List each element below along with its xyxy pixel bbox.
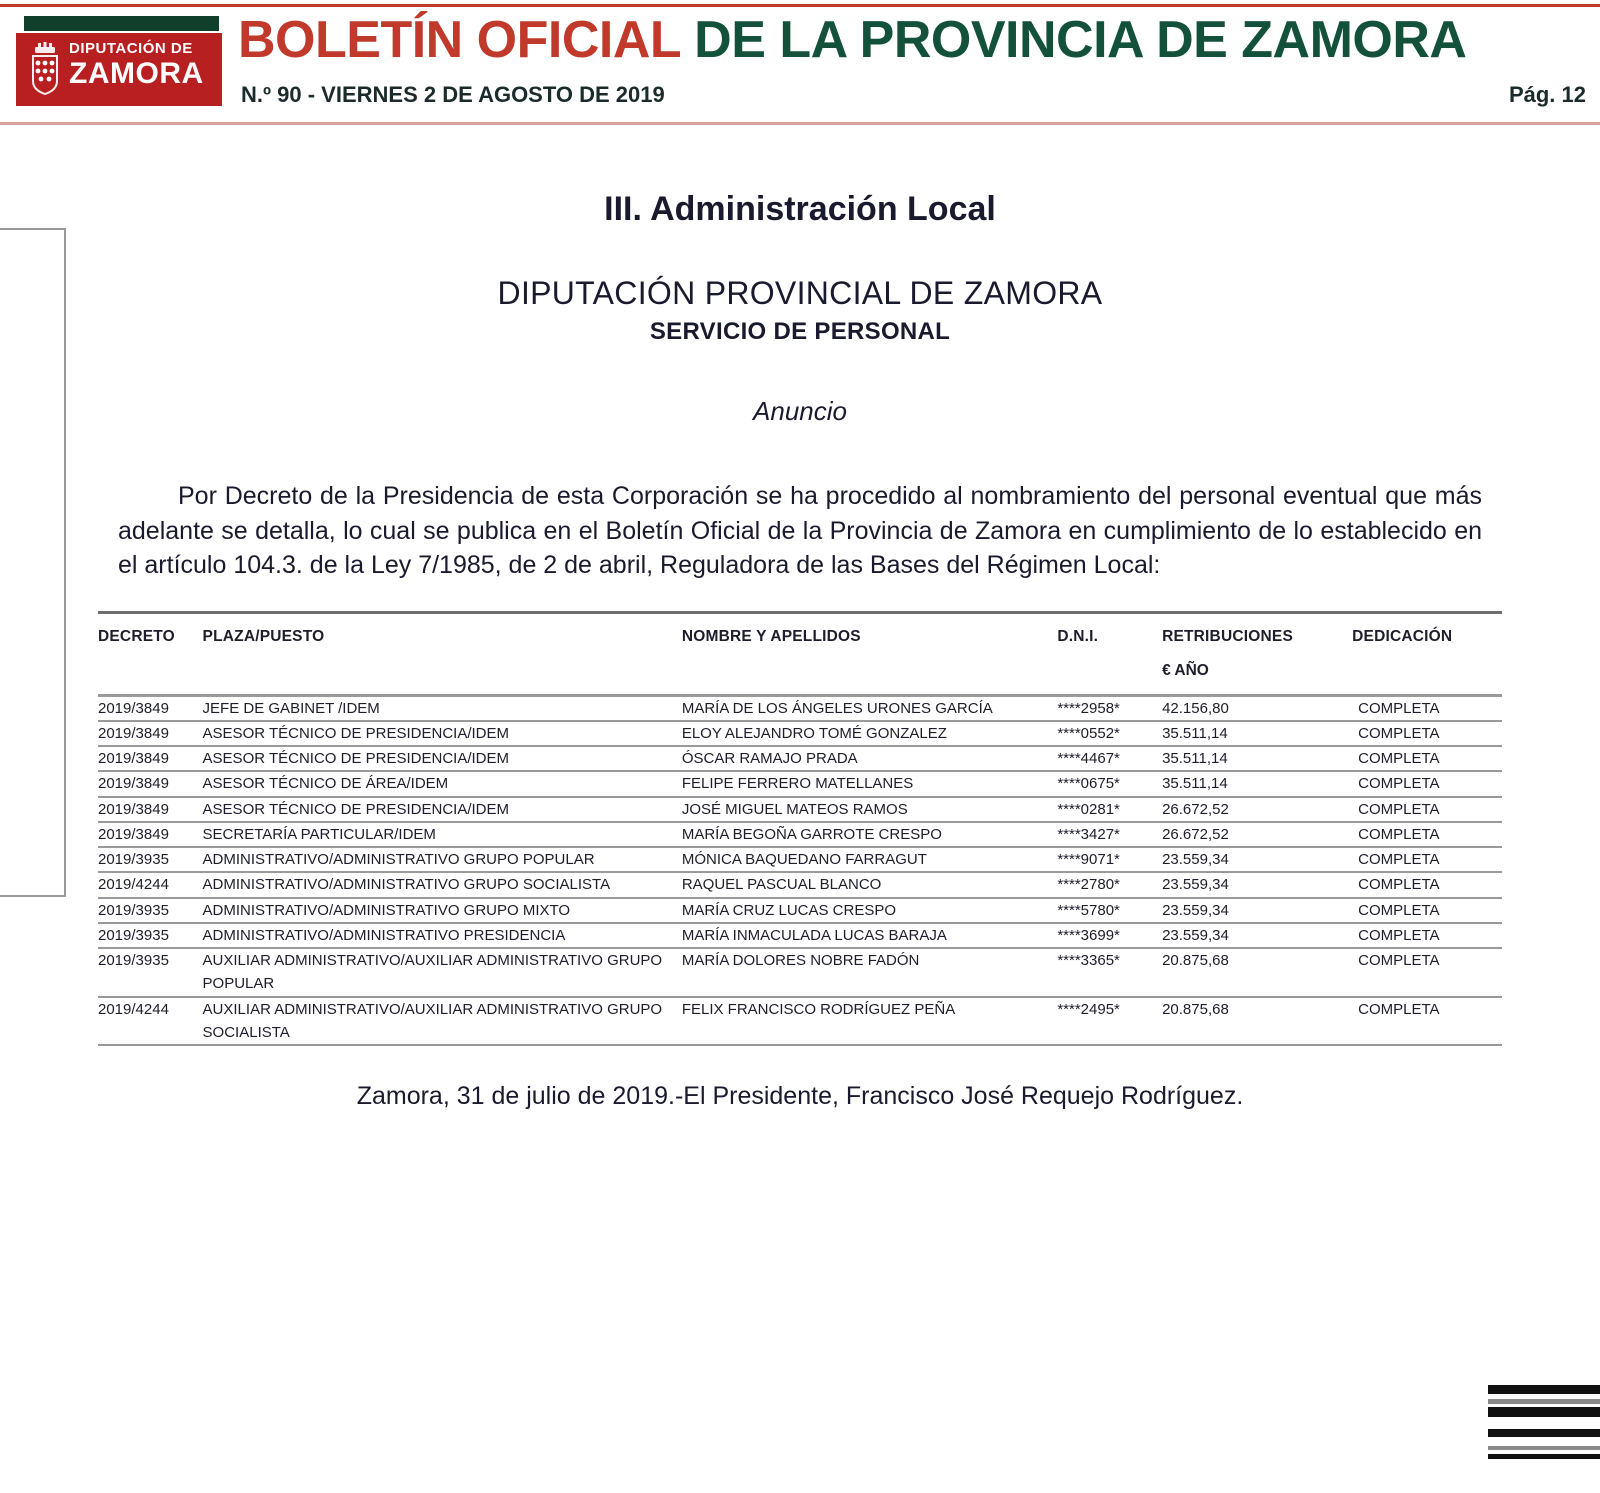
table-row — [98, 923, 1502, 948]
cell-nombre: RAQUEL PASCUAL BLANCO — [682, 872, 1058, 897]
table-row — [98, 797, 1502, 822]
cell-plaza: SECRETARÍA PARTICULAR/IDEM — [203, 822, 682, 847]
cell-decreto: 2019/3935 — [98, 847, 203, 872]
subheader-blank-dedicacion — [1334, 652, 1502, 696]
cell-decreto: 2019/3849 — [98, 746, 203, 771]
cell-dedicacion: COMPLETA — [1334, 746, 1502, 771]
logo-wordmark — [69, 41, 217, 89]
table-row — [98, 771, 1502, 796]
cell-decreto: 2019/4244 — [98, 872, 203, 897]
table-subheader-row — [98, 652, 1502, 696]
cell-retribuciones: 26.672,52 — [1162, 797, 1334, 822]
cell-decreto: 2019/3849 — [98, 771, 203, 796]
cell-dedicacion: COMPLETA — [1334, 822, 1502, 847]
cell-retribuciones: 35.511,14 — [1162, 771, 1334, 796]
column-header-plaza: PLAZA/PUESTO — [203, 612, 682, 652]
cell-nombre: MARÍA INMACULADA LUCAS BARAJA — [682, 923, 1058, 948]
subheader-blank-plaza — [203, 652, 682, 696]
column-header-dedicacion: DEDICACIÓN — [1334, 612, 1502, 652]
cell-nombre: FELIPE FERRERO MATELLANES — [682, 771, 1058, 796]
cell-plaza: AUXILIAR ADMINISTRATIVO/AUXILIAR ADMINISTRATIVO GRUPO SOCIALISTA — [203, 997, 682, 1046]
cell-dedicacion: COMPLETA — [1334, 695, 1502, 721]
cell-dedicacion: COMPLETA — [1334, 898, 1502, 923]
cell-nombre: ÓSCAR RAMAJO PRADA — [682, 746, 1058, 771]
cell-plaza: ASESOR TÉCNICO DE PRESIDENCIA/IDEM — [203, 721, 682, 746]
logo-red-box — [16, 33, 222, 106]
column-header-retribuciones: RETRIBUCIONES — [1162, 612, 1334, 652]
section-heading: III. Administración Local — [604, 190, 996, 228]
table-body — [98, 695, 1502, 1045]
appointments-table — [98, 611, 1502, 1047]
document-body — [0, 128, 1600, 1111]
cell-decreto: 2019/3849 — [98, 797, 203, 822]
bulletin-title — [238, 11, 1467, 69]
cell-retribuciones: 42.156,80 — [1162, 695, 1334, 721]
cell-dni: ****9071* — [1057, 847, 1162, 872]
appointments-table-wrapper — [98, 611, 1502, 1047]
page-number: Pág. 12 — [1508, 82, 1586, 107]
department-heading: SERVICIO DE PERSONAL — [649, 318, 951, 345]
cell-dedicacion: COMPLETA — [1334, 923, 1502, 948]
bulletin-title-green: DE LA PROVINCIA DE ZAMORA — [680, 11, 1467, 69]
cell-dni: ****3365* — [1057, 948, 1162, 997]
masthead-bottom-rule — [0, 122, 1600, 125]
cell-dedicacion: COMPLETA — [1334, 872, 1502, 897]
table-row — [98, 721, 1502, 746]
announcement-label: Anuncio — [753, 396, 847, 426]
cell-retribuciones: 35.511,14 — [1162, 721, 1334, 746]
cell-nombre: ELOY ALEJANDRO TOMÉ GONZALEZ — [682, 721, 1058, 746]
cell-decreto: 2019/3935 — [98, 948, 203, 997]
cell-retribuciones: 20.875,68 — [1162, 948, 1334, 997]
cell-dni: ****0675* — [1057, 771, 1162, 796]
cell-nombre: MARÍA DE LOS ÁNGELES URONES GARCÍA — [682, 695, 1058, 721]
cell-dedicacion: COMPLETA — [1334, 997, 1502, 1046]
cell-decreto: 2019/3849 — [98, 822, 203, 847]
cell-decreto: 2019/3849 — [98, 695, 203, 721]
cell-dedicacion: COMPLETA — [1334, 721, 1502, 746]
table-row — [98, 948, 1502, 997]
barcode-artifact — [1488, 1385, 1600, 1459]
table-row — [98, 997, 1502, 1046]
table-row — [98, 872, 1502, 897]
cell-dni: ****0552* — [1057, 721, 1162, 746]
logo-line-1: DIPUTACIÓN DE — [69, 40, 193, 57]
cell-nombre: MÓNICA BAQUEDANO FARRAGUT — [682, 847, 1058, 872]
cell-plaza: AUXILIAR ADMINISTRATIVO/AUXILIAR ADMINISTRATIVO GRUPO POPULAR — [203, 948, 682, 997]
cell-retribuciones: 35.511,14 — [1162, 746, 1334, 771]
cell-dedicacion: COMPLETA — [1334, 847, 1502, 872]
cell-nombre: JOSÉ MIGUEL MATEOS RAMOS — [682, 797, 1058, 822]
cell-dni: ****3699* — [1057, 923, 1162, 948]
column-header-nombre: NOMBRE Y APELLIDOS — [682, 612, 1058, 652]
masthead-top-rule — [0, 4, 1600, 7]
announcement-paragraph: Por Decreto de la Presidencia de esta Corporación se ha procedido al nombramiento del personal eventual que más adelante se detalla, lo cual se publica en el Boletín Oficial de la Provincia de Zamora en cumplimiento de lo establecido en el artículo 104.3. de la Ley 7/1985, de 2 de abril, Reguladora de las Bases del Régimen Local: — [118, 482, 1482, 579]
cell-dni: ****3427* — [1057, 822, 1162, 847]
cell-dni: ****4467* — [1057, 746, 1162, 771]
cell-decreto: 2019/3935 — [98, 898, 203, 923]
cell-plaza: ADMINISTRATIVO/ADMINISTRATIVO GRUPO SOCIALISTA — [203, 872, 682, 897]
cell-plaza: ADMINISTRATIVO/ADMINISTRATIVO GRUPO MIXTO — [203, 898, 682, 923]
table-header — [98, 612, 1502, 695]
cell-dni: ****2958* — [1057, 695, 1162, 721]
logo-line-2: ZAMORA — [69, 57, 204, 90]
cell-dni: ****2780* — [1057, 872, 1162, 897]
table-row — [98, 822, 1502, 847]
cell-dni: ****0281* — [1057, 797, 1162, 822]
table-row — [98, 746, 1502, 771]
cell-retribuciones: 23.559,34 — [1162, 872, 1334, 897]
cell-dedicacion: COMPLETA — [1334, 948, 1502, 997]
cell-retribuciones: 23.559,34 — [1162, 847, 1334, 872]
cell-plaza: ASESOR TÉCNICO DE ÁREA/IDEM — [203, 771, 682, 796]
cell-retribuciones: 26.672,52 — [1162, 822, 1334, 847]
cell-decreto: 2019/4244 — [98, 997, 203, 1046]
cell-decreto: 2019/3935 — [98, 923, 203, 948]
coat-of-arms-icon — [25, 42, 65, 96]
bulletin-title-red: BOLETÍN OFICIAL — [238, 11, 681, 69]
organization-heading: DIPUTACIÓN PROVINCIAL DE ZAMORA — [497, 275, 1103, 311]
subheader-blank-dni — [1057, 652, 1162, 696]
table-row — [98, 898, 1502, 923]
cell-retribuciones: 20.875,68 — [1162, 997, 1334, 1046]
cell-decreto: 2019/3849 — [98, 721, 203, 746]
cell-nombre: MARÍA BEGOÑA GARROTE CRESPO — [682, 822, 1058, 847]
cell-dedicacion: COMPLETA — [1334, 797, 1502, 822]
masthead — [0, 0, 1600, 128]
column-header-dni: D.N.I. — [1057, 612, 1162, 652]
cell-retribuciones: 23.559,34 — [1162, 923, 1334, 948]
cell-nombre: FELIX FRANCISCO RODRÍGUEZ PEÑA — [682, 997, 1058, 1046]
cell-plaza: ADMINISTRATIVO/ADMINISTRATIVO GRUPO POPULAR — [203, 847, 682, 872]
subheader-euro-year: € AÑO — [1162, 652, 1334, 696]
cell-plaza: ASESOR TÉCNICO DE PRESIDENCIA/IDEM — [203, 797, 682, 822]
table-row — [98, 695, 1502, 721]
cell-plaza: JEFE DE GABINET /IDEM — [203, 695, 682, 721]
issue-info: N.º 90 - VIERNES 2 DE AGOSTO DE 2019 — [241, 82, 665, 107]
signature-line: Zamora, 31 de julio de 2019.-El Presidente, Francisco José Requejo Rodríguez. — [356, 1082, 1244, 1110]
table-header-row — [98, 612, 1502, 652]
cell-nombre: MARÍA DOLORES NOBRE FADÓN — [682, 948, 1058, 997]
cell-dedicacion: COMPLETA — [1334, 771, 1502, 796]
table-row — [98, 847, 1502, 872]
column-header-decreto: DECRETO — [98, 612, 203, 652]
subheader-blank-nombre — [682, 652, 1058, 696]
cell-dni: ****5780* — [1057, 898, 1162, 923]
cell-retribuciones: 23.559,34 — [1162, 898, 1334, 923]
cell-plaza: ADMINISTRATIVO/ADMINISTRATIVO PRESIDENCIA — [203, 923, 682, 948]
logo-green-bar — [24, 16, 219, 31]
cell-plaza: ASESOR TÉCNICO DE PRESIDENCIA/IDEM — [203, 746, 682, 771]
cell-nombre: MARÍA CRUZ LUCAS CRESPO — [682, 898, 1058, 923]
diputacion-zamora-logo — [16, 16, 222, 106]
cell-dni: ****2495* — [1057, 997, 1162, 1046]
subheader-blank-decreto — [98, 652, 203, 696]
